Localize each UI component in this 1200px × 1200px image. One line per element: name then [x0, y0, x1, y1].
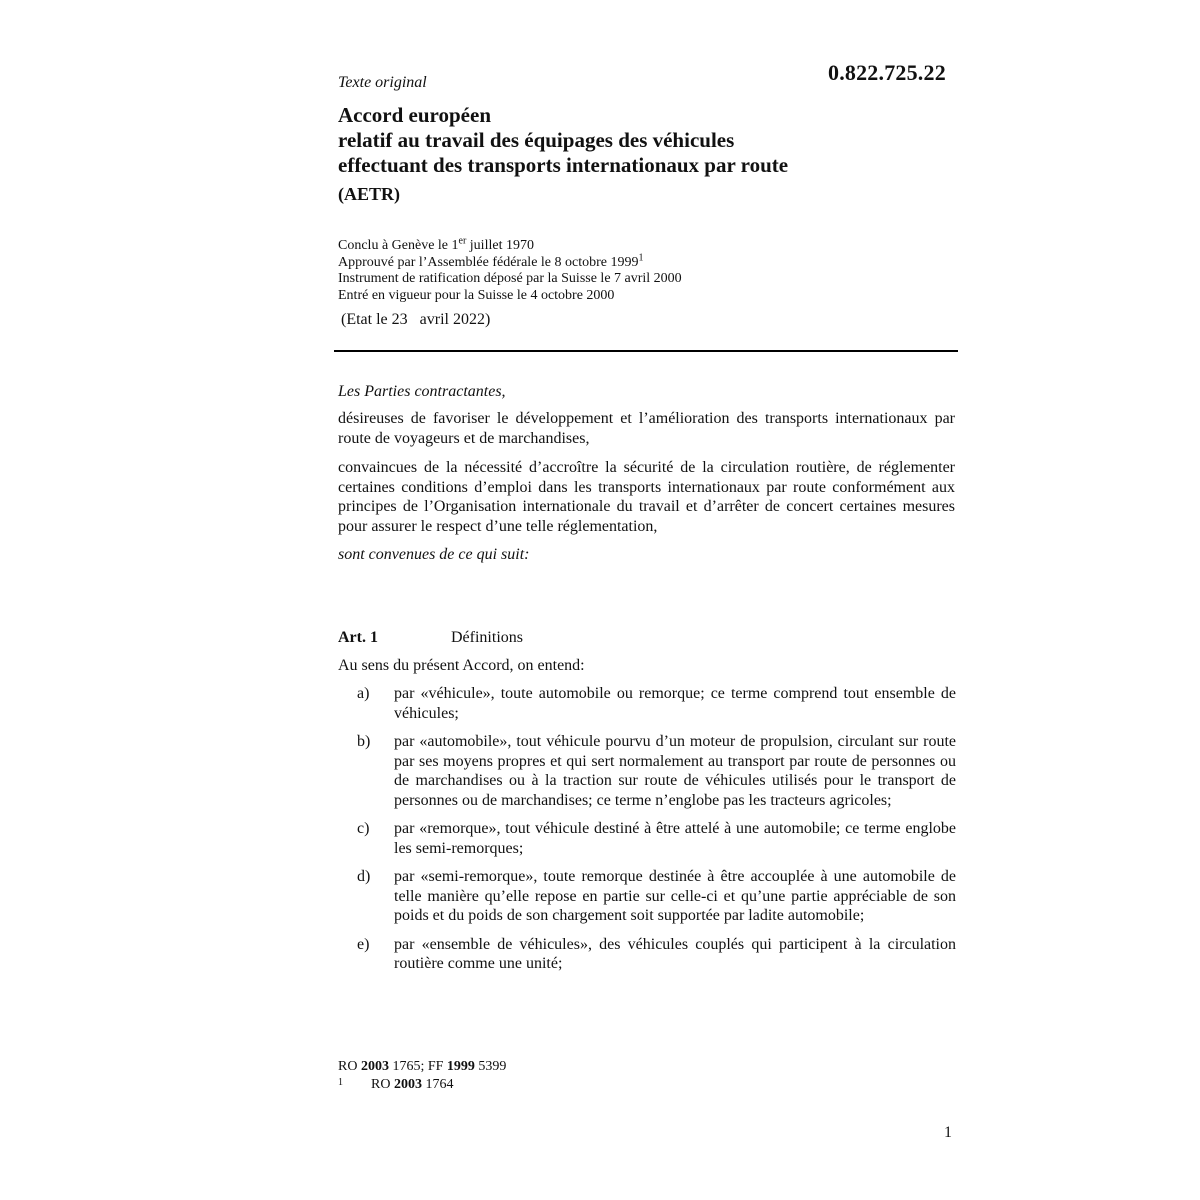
item-text: par «ensemble de véhicules», des véhicules couplés qui participent à la circulation routière comme une unité; — [394, 935, 956, 972]
ratification-line: Instrument de ratification déposé par la Suisse le 7 avril 2000 — [338, 271, 682, 286]
document-acronym: (AETR) — [338, 184, 400, 204]
definition-item — [338, 819, 956, 858]
ff-year: 1999 — [446, 1059, 475, 1074]
item-text: par «remorque», tout véhicule destiné à être attelé à une automobile; ce terme englobe les semi-remorques; — [394, 820, 956, 857]
page-number: 1 — [944, 1124, 952, 1141]
approved-text: Approuvé par l’Assemblée fédérale le 8 octobre 1999 — [338, 254, 639, 270]
item-letter: e) — [357, 935, 370, 953]
definition-item — [338, 684, 956, 723]
item-letter: b) — [357, 733, 371, 750]
definition-item — [338, 732, 956, 810]
agreement-clause: sont convenues de ce qui suit: — [338, 546, 530, 563]
document-number: 0.822.725.22 — [828, 60, 946, 85]
original-text-label: Texte original — [338, 74, 427, 91]
article-intro: Au sens du présent Accord, on entend: — [338, 657, 585, 674]
concluded-line — [338, 235, 682, 255]
title-line: relatif au travail des équipages des véhicules — [338, 128, 735, 152]
ro-page: 1764 — [421, 1077, 454, 1092]
item-text: par «véhicule», toute automobile ou remorque; ce terme comprend tout ensemble de véhicules; — [394, 685, 956, 722]
title-line: Accord européen — [338, 103, 491, 127]
footnote-1 — [338, 1076, 506, 1094]
ro-label: RO — [371, 1077, 394, 1092]
ro-year: 2003 — [393, 1077, 422, 1092]
preamble-intro: Les Parties contractantes, — [338, 383, 506, 400]
item-letter: a) — [357, 685, 370, 702]
recital-paragraph: désireuses de favoriser le développement et l’amélioration des transports internationaux par route de voyageurs et de marchandises, — [338, 410, 955, 447]
article-number: Art. 1 — [338, 629, 378, 646]
ro-label: RO — [338, 1059, 361, 1074]
recital-paragraph: convaincues de la nécessité d’accroître la sécurité de la circulation routière, de réglementer certaines conditions d’emploi dans les transports internationaux par route conformément aux principes de l’Organisation internationale du travail et d’arrêter de concert certaines mesures pour assurer le respect d’une telle réglementation, — [338, 459, 955, 535]
ro-year: 2003 — [360, 1059, 389, 1074]
footnote-ref[interactable]: 1 — [638, 251, 644, 263]
state-date: (Etat le 23 avril 2022) — [341, 311, 491, 328]
item-text: par «semi-remorque», toute remorque destinée à être accouplée à une automobile de telle manière qu’elle repose en partie sur celle-ci et qu’une partie appréciable de son poids et du poids de son chargement soit supportée par ladite automobile; — [394, 868, 956, 924]
concluded-suffix: juillet 1970 — [466, 238, 534, 253]
concluded-prefix: Conclu à Genève le 1 — [338, 238, 459, 253]
item-letter: d) — [357, 868, 371, 885]
footnotes — [338, 1058, 506, 1094]
approved-line — [338, 251, 682, 272]
ro-page: 1765; FF — [388, 1059, 447, 1074]
definition-item — [338, 867, 956, 926]
document-metadata — [338, 235, 682, 304]
item-letter: c) — [357, 820, 370, 837]
header-divider — [334, 350, 958, 352]
concluded-superscript: er — [458, 235, 467, 247]
title-line: effectuant des transports internationaux par route — [338, 153, 789, 177]
article-title: Définitions — [451, 629, 523, 646]
footnote-mark: 1 — [338, 1077, 343, 1088]
entry-into-force-line: Entré en vigueur pour la Suisse le 4 octobre 2000 — [338, 287, 615, 303]
definition-item — [338, 935, 956, 974]
ff-page: 5399 — [474, 1059, 507, 1074]
definitions-list — [338, 684, 956, 983]
item-text: par «automobile», tout véhicule pourvu d’un moteur de propulsion, circulant sur route par ses moyens propres et qui sert normalement au transport par route de personnes ou de marchandises ou à la traction sur route de véhicules utilisés pour le transport de personnes ou de marchandises; ce terme n’englobe pas les tracteurs agricoles; — [394, 733, 956, 809]
document-title — [338, 103, 788, 178]
